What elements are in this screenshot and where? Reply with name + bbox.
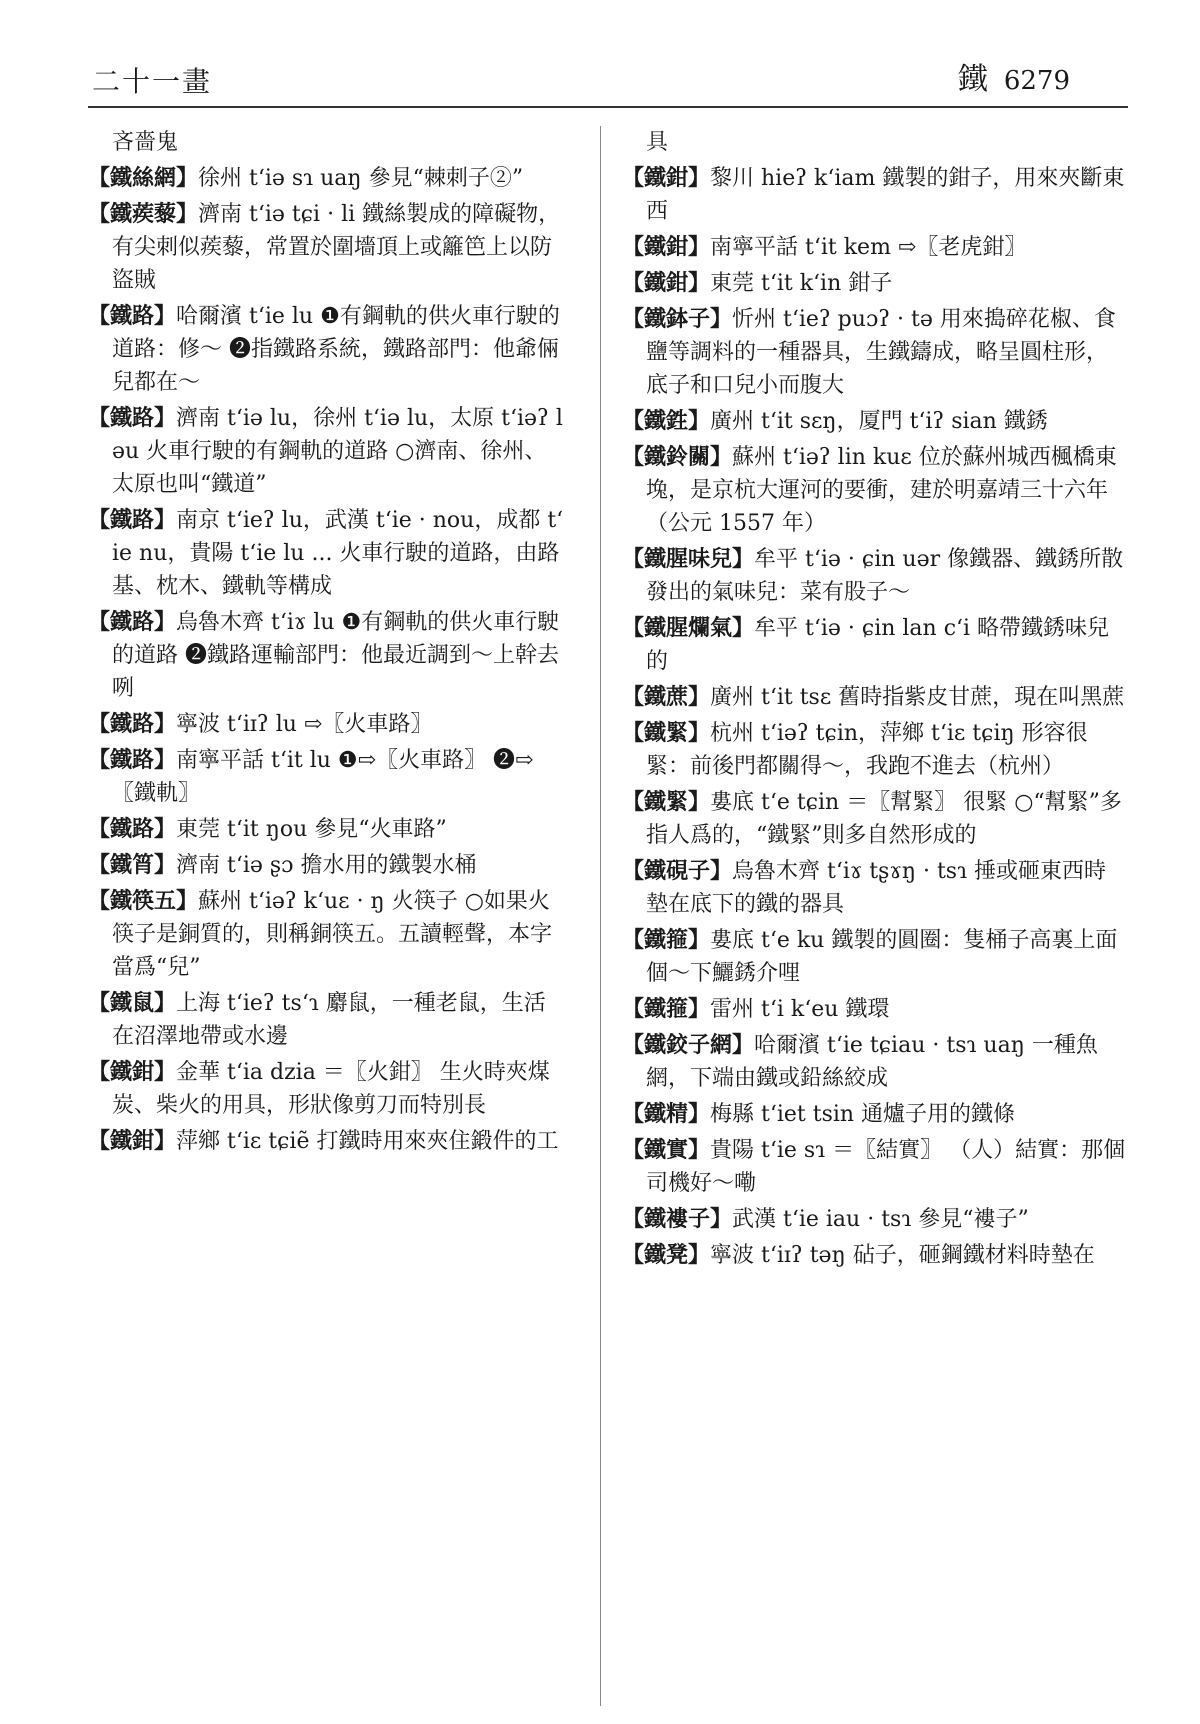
entry-definition: 廣州 tʻit tsɛ 舊時指紫皮甘蔗，現在叫黑蔗	[710, 685, 1125, 710]
right-column	[622, 126, 1128, 1706]
entry-definition: 烏魯木齊 tʻiɤ lu ❶有鋼軌的供火車行駛的道路 ❷鐵路運輸部門：他最近調到～上幹去咧	[112, 610, 560, 701]
entry-definition: 牟平 tʻiə · ɕin lan cʻi 略帶鐵銹味兒的	[646, 616, 1110, 674]
dictionary-entry	[88, 987, 566, 1053]
entry-headword: 【鐵箍】	[622, 996, 711, 1022]
dictionary-entry	[88, 504, 566, 603]
entry-definition: 忻州 tʻieʔ puɔʔ · tə 用來搗碎花椒、食鹽等調料的一種器具，生鐵鑄成，略呈圓柱形，底子和口兒小而腹大	[646, 307, 1116, 398]
dictionary-entry	[622, 717, 1128, 783]
entry-headword: 【鐵蔗】	[622, 684, 711, 710]
entry-headword: 【鐵鉸子網】	[622, 1032, 755, 1058]
entry-definition: 烏魯木齊 tʻiɤ tʂɤŋ · tsɿ 捶或砸東西時墊在底下的鐵的器具	[646, 859, 1107, 917]
entry-headword: 【鐵路】	[88, 816, 177, 842]
entry-definition: 上海 tʻieʔ tsʻɿ 麝鼠，一種老鼠，生活在沼澤地帶或水邊	[112, 991, 546, 1049]
entry-headword: 【鐵精】	[622, 1101, 711, 1127]
entry-headword: 【鐵鉗】	[622, 270, 711, 296]
entry-headword: 【鐵箍】	[622, 927, 711, 953]
entry-definition: 牟平 tʻiə · ɕin uər 像鐵器、鐵銹所散發出的氣味兒：菜有股子～	[646, 547, 1124, 605]
entry-headword: 【鐵鉗】	[622, 234, 711, 260]
entry-headword: 【鐵硯子】	[622, 858, 733, 884]
dictionary-entry	[622, 786, 1128, 852]
entry-definition: 徐州 tʻiə sɿ uaŋ 參見“棘刺子②”	[198, 166, 524, 191]
entry-definition: 廣州 tʻit sɛŋ，厦門 tʻiʔ sian 鐵銹	[710, 409, 1048, 434]
dictionary-entry	[88, 1125, 566, 1158]
entry-definition: 黎川 hieʔ kʻiam 鐵製的鉗子，用來夾斷東西	[646, 166, 1125, 224]
dictionary-entry	[622, 162, 1128, 228]
entry-headword: 【鐵筲】	[88, 852, 177, 878]
entry-definition: 婁底 tʻe ku 鐵製的圓圈：隻桶子高裏上面個～下鱺銹介哩	[646, 928, 1118, 986]
dictionary-entry	[622, 993, 1128, 1026]
entry-headword: 【鐵鉗】	[88, 1128, 177, 1154]
dictionary-entry	[622, 1029, 1128, 1095]
entry-headword: 【鐵鈴關】	[622, 444, 733, 470]
page-header	[88, 58, 1128, 108]
entry-continuation: 具	[646, 130, 669, 155]
dictionary-entry	[622, 855, 1128, 921]
entry-definition: 蘇州 tʻiəʔ kʻuɛ · ŋ 火筷子 ○如果火筷子是銅質的，則稱銅筷五。五讀輕聲，本字當爲“兒”	[112, 889, 553, 980]
dictionary-entry	[88, 300, 566, 399]
dictionary-entry	[622, 924, 1128, 990]
entry-headword: 【鐵路】	[88, 747, 177, 773]
entry-headword: 【鐵蒺藜】	[88, 201, 199, 227]
entry-definition: 濟南 tʻiə lu，徐州 tʻiə lu，太原 tʻiəʔ ləu 火車行駛的有鋼軌的道路 ○濟南、徐州、太原也叫“鐵道”	[112, 406, 563, 497]
entry-definition: 萍鄉 tʻiɛ tɕiẽ 打鐵時用來夾住鍛件的工	[176, 1129, 559, 1154]
dictionary-entry	[88, 885, 566, 984]
entry-definition: 哈爾濱 tʻie lu ❶有鋼軌的供火車行駛的道路：修～ ❷指鐵路系統，鐵路部門：他爺倆兒都在～	[112, 304, 560, 395]
entry-headword: 【鐵路】	[88, 609, 177, 635]
entry-definition: 哈爾濱 tʻie tɕiau · tsɿ uaŋ 一種魚網，下端由鐵或鉛絲絞成	[646, 1033, 1098, 1091]
entry-definition: 東莞 tʻit kʻin 鉗子	[710, 271, 893, 296]
entry-headword: 【鐵路】	[88, 303, 177, 329]
dictionary-entry	[622, 1098, 1128, 1131]
entry-headword: 【鐵鉗】	[88, 1059, 177, 1085]
entry-headword: 【鐵鉢子】	[622, 306, 733, 332]
entry-headword: 【鐵腥爛氣】	[622, 615, 755, 641]
header-character: 鐵	[957, 62, 988, 97]
dictionary-entry	[622, 1134, 1128, 1200]
entry-headword: 【鐵路】	[88, 405, 177, 431]
entry-headword: 【鐵腥味兒】	[622, 546, 755, 572]
entry-headword: 【鐵路】	[88, 711, 177, 737]
entry-continuation: 吝嗇鬼	[112, 130, 179, 155]
entry-headword: 【鐵緊】	[622, 789, 711, 815]
section-title: 二十一畫	[92, 65, 213, 98]
entry-definition: 金華 tʻia dzia ＝〖火鉗〗 生火時夾煤炭、柴火的用具，形狀像剪刀而特別長	[112, 1060, 550, 1118]
entry-definition: 蘇州 tʻiəʔ lin kuɛ 位於蘇州城西楓橋東堍，是京杭大運河的要衝，建於明嘉靖三十六年（公元 1557 年）	[646, 445, 1117, 536]
dictionary-entry	[622, 303, 1128, 402]
entry-headword: 【鐵鼠】	[88, 990, 177, 1016]
entry-definition: 武漢 tʻie iau · tsɿ 參見“褸子”	[732, 1207, 1029, 1232]
entry-headword: 【鐵鉗】	[622, 165, 711, 191]
dictionary-entry	[622, 1239, 1128, 1272]
dictionary-entry	[622, 543, 1128, 609]
column-divider	[600, 126, 601, 1706]
entry-definition: 婁底 tʻe tɕin ＝〖幫緊〗 很緊 ○“幫緊”多指人爲的，“鐵緊”則多自然形成的	[646, 790, 1122, 848]
entry-headword: 【鐵絲網】	[88, 165, 199, 191]
page-marker	[958, 54, 1070, 98]
dictionary-entry	[622, 1203, 1128, 1236]
entry-definition: 貴陽 tʻie sɿ ＝〖結實〗 （人）結實：那個司機好～嘞	[646, 1138, 1126, 1196]
entry-headword: 【鐵路】	[88, 507, 177, 533]
entry-headword: 【鐵實】	[622, 1137, 711, 1163]
entry-definition: 南京 tʻieʔ lu，武漢 tʻie · nou，成都 tʻie nu，貴陽 tʻie lu ... 火車行駛的道路，由路基、枕木、鐵軌等構成	[112, 508, 564, 599]
entry-definition: 寧波 tʻiɪʔ təŋ 砧子，砸鋼鐵材料時墊在	[710, 1243, 1095, 1268]
dictionary-entry	[88, 198, 566, 297]
dictionary-entry	[88, 162, 566, 195]
entry-headword: 【鐵凳】	[622, 1242, 711, 1268]
entry-headword: 【鐵筷五】	[88, 888, 199, 914]
dictionary-entry	[622, 267, 1128, 300]
dictionary-entry	[622, 612, 1128, 678]
entry-headword: 【鐵褸子】	[622, 1206, 733, 1232]
dictionary-entry	[88, 1056, 566, 1122]
dictionary-entry	[88, 744, 566, 810]
left-column	[88, 126, 566, 1706]
dictionary-entry	[622, 405, 1128, 438]
dictionary-entry	[88, 402, 566, 501]
dictionary-entry	[88, 849, 566, 882]
entry-definition: 杭州 tʻiəʔ tɕin，萍鄉 tʻiɛ tɕiŋ 形容很緊：前後門都關得～，我跑不進去（杭州）	[646, 721, 1088, 779]
entry-definition: 濟南 tʻiə ʂɔ 擔水用的鐵製水桶	[176, 853, 477, 878]
entry-headword: 【鐵緊】	[622, 720, 711, 746]
entry-definition: 雷州 tʻi kʻeu 鐵環	[710, 997, 890, 1022]
dictionary-entry	[622, 231, 1128, 264]
entry-definition: 濟南 tʻiə tɕi · li 鐵絲製成的障礙物，有尖刺似蒺藜，常置於圍墻頂上或籬笆上以防盜賊	[112, 202, 561, 293]
dictionary-entry	[88, 813, 566, 846]
entry-definition: 南寧平話 tʻit kem ⇨〖老虎鉗〗	[710, 235, 1027, 260]
entry-definition: 寧波 tʻiɪʔ lu ⇨〖火車路〗	[176, 712, 433, 737]
dictionary-entry	[88, 606, 566, 705]
entry-definition: 南寧平話 tʻit lu ❶⇨〖火車路〗 ❷⇨〖鐵軌〗	[112, 748, 534, 806]
entry-headword: 【鐵鉎】	[622, 408, 711, 434]
dictionary-entry	[622, 441, 1128, 540]
dictionary-entry	[88, 708, 566, 741]
entry-definition: 東莞 tʻit ŋou 參見“火車路”	[176, 817, 447, 842]
dictionary-entry	[622, 681, 1128, 714]
entry-definition: 梅縣 tʻiet tsin 通爐子用的鐵條	[710, 1102, 1016, 1127]
page-number: 6279	[1003, 66, 1070, 96]
